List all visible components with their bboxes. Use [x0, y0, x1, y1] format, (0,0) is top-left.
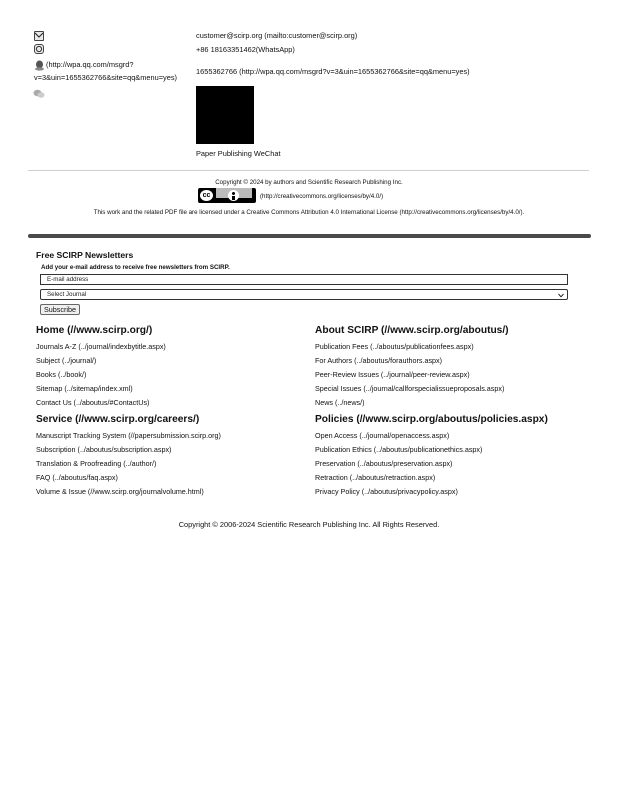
section-divider	[28, 234, 591, 238]
wechat-label: Paper Publishing WeChat	[196, 149, 281, 158]
footer-service-link[interactable]: Volume & Issue (//www.scirp.org/journalvolume.html)	[36, 487, 204, 496]
journal-select-value: Select Journal	[47, 291, 87, 298]
footer-home-link[interactable]: Sitemap (../sitemap/index.xml)	[36, 384, 133, 393]
footer-home-link[interactable]: Books (../book/)	[36, 370, 87, 379]
footer-service-link[interactable]: Subscription (../aboutus/subscription.aspx)	[36, 445, 172, 454]
newsletter-subtitle: Add your e-mail address to receive free newsletters from SCIRP.	[41, 264, 230, 271]
footer-service-heading[interactable]: Service (//www.scirp.org/careers/)	[36, 414, 200, 425]
qq-link-line1[interactable]: (http://wpa.qq.com/msgrd?	[46, 60, 134, 69]
footer-about-link[interactable]: Peer-Review Issues (../journal/peer-review.aspx)	[315, 370, 470, 379]
subscribe-button[interactable]: Subscribe	[40, 304, 80, 315]
license-notice: This work and the related PDF file are licensed under a Creative Commons Attribution 4.0 International License (http://creativecommons.org/licenses/by/4.0/).	[93, 209, 525, 216]
footer-about-link[interactable]: For Authors (../aboutus/forauthors.aspx)	[315, 356, 443, 365]
footer-service-link[interactable]: FAQ (../aboutus/faq.aspx)	[36, 473, 118, 482]
journal-select[interactable]	[40, 289, 568, 300]
footer-about-link[interactable]: Publication Fees (../aboutus/publicationfees.aspx)	[315, 342, 474, 351]
chevron-down-icon	[558, 293, 564, 298]
license-copyright: Copyright © 2024 by authors and Scientific Research Publishing Inc.	[215, 179, 403, 186]
whatsapp-icon[interactable]	[34, 44, 44, 54]
footer-about-link[interactable]: Special Issues (../journal/callforspecialissueproposals.aspx)	[315, 384, 505, 393]
qq-link-line2[interactable]: v=3&uin=1655362766&site=qq&menu=yes)	[34, 73, 177, 82]
bottom-copyright: Copyright © 2006-2024 Scientific Research Publishing Inc. All Rights Reserved.	[178, 520, 440, 529]
divider	[28, 170, 589, 171]
email-link[interactable]: customer@scirp.org (mailto:customer@scirp.org)	[196, 31, 358, 40]
footer-service-link[interactable]: Translation & Proofreading (../author/)	[36, 459, 157, 468]
footer-home-heading[interactable]: Home (//www.scirp.org/)	[36, 325, 153, 336]
footer-policies-link[interactable]: Open Access (../journal/openaccess.aspx)	[315, 431, 450, 440]
wechat-icon[interactable]	[33, 86, 43, 96]
wechat-qr-code	[196, 86, 254, 144]
footer-home-link[interactable]: Contact Us (../aboutus/#ContactUs)	[36, 398, 150, 407]
footer-home-link[interactable]: Subject (../journal/)	[36, 356, 97, 365]
footer-service-link[interactable]: Manuscript Tracking System (//papersubmission.scirp.org)	[36, 431, 221, 440]
email-placeholder: E-mail address	[47, 276, 89, 283]
qq-link[interactable]: 1655362766 (http://wpa.qq.com/msgrd?v=3&uin=1655362766&site=qq&menu=yes)	[196, 67, 470, 76]
footer-policies-link[interactable]: Preservation (../aboutus/preservation.aspx)	[315, 459, 453, 468]
footer-policies-link[interactable]: Publication Ethics (../aboutus/publicationethics.aspx)	[315, 445, 483, 454]
footer-about-heading[interactable]: About SCIRP (//www.scirp.org/aboutus/)	[315, 325, 509, 336]
footer-about-link[interactable]: News (../news/)	[315, 398, 365, 407]
cc-by-badge[interactable]: cc	[198, 188, 256, 203]
qq-icon[interactable]	[34, 58, 44, 68]
footer-home-link[interactable]: Journals A-Z (../journal/indexbytitle.aspx)	[36, 342, 166, 351]
email-input[interactable]	[40, 274, 568, 285]
whatsapp-link[interactable]: +86 18163351462(WhatsApp)	[196, 45, 295, 54]
newsletter-title: Free SCIRP Newsletters	[36, 250, 134, 260]
cc-license-link[interactable]: (http://creativecommons.org/licenses/by/4.0/)	[260, 193, 384, 200]
email-icon[interactable]	[34, 31, 44, 41]
footer-policies-link[interactable]: Privacy Policy (../aboutus/privacypolicy.aspx)	[315, 487, 458, 496]
footer-policies-heading[interactable]: Policies (//www.scirp.org/aboutus/policies.aspx)	[315, 414, 548, 425]
footer-policies-link[interactable]: Retraction (../aboutus/retraction.aspx)	[315, 473, 436, 482]
